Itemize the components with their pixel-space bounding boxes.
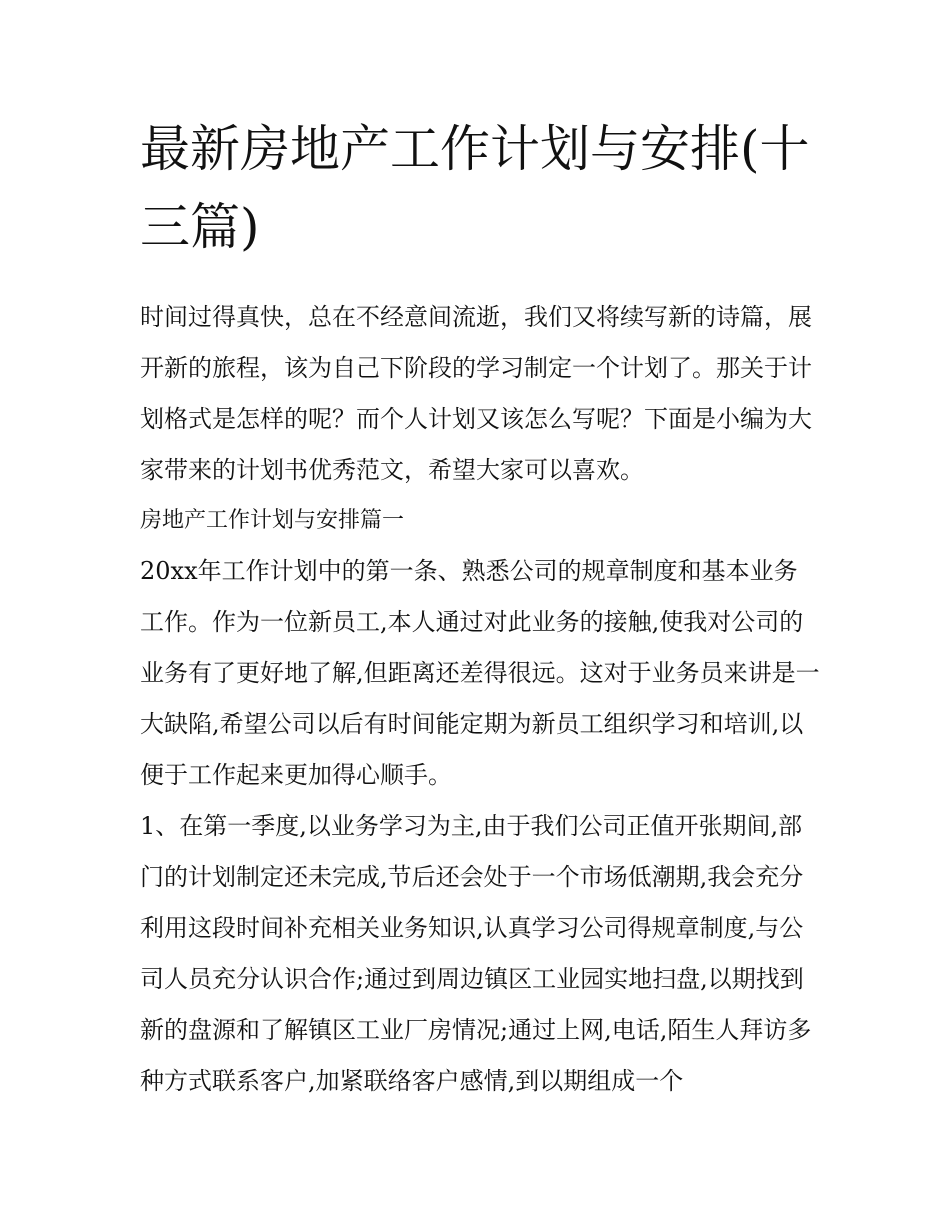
body-paragraph-1: 20xx年工作计划中的第一条、熟悉公司的规章制度和基本业务工作。作为一位新员工,本人通过对此业务的接触,使我对公司的业务有了更好地了解,但距离还差得很远。这对于业务员来讲是一大缺陷,希望公司以后有时间能定期为新员工组织学习和培训,以便于工作起来更加得心顺手。 (140, 557, 820, 789)
body-paragraph-2: 1、在第一季度,以业务学习为主,由于我们公司正值开张期间,部门的计划制定还未完成,节后还会处于一个市场低潮期,我会充分利用这段时间补充相关业务知识,认真学习公司得规章制度,与公司人员充分认识合作;通过到周边镇区工业园实地扫盘,以期找到新的盘源和了解镇区工业厂房情况;通过上网,电话,陌生人拜访多种方式联系客户,加紧联络客户感情,到以期组成一个 (140, 812, 812, 1095)
intro-paragraph: 时间过得真快，总在不经意间流逝，我们又将续写新的诗篇，展开新的旅程，该为自己下阶段的学习制定一个计划了。那关于计划格式是怎样的呢？而个人计划又该怎么写呢？下面是小编为大家带来的计划书优秀范文，希望大家可以喜欢。 (140, 303, 812, 484)
document-page (140, 110, 820, 1107)
section-heading: 房地产工作计划与安排篇一 (140, 508, 405, 533)
document-title: 最新房地产工作计划与安排(十三篇) (140, 120, 810, 256)
